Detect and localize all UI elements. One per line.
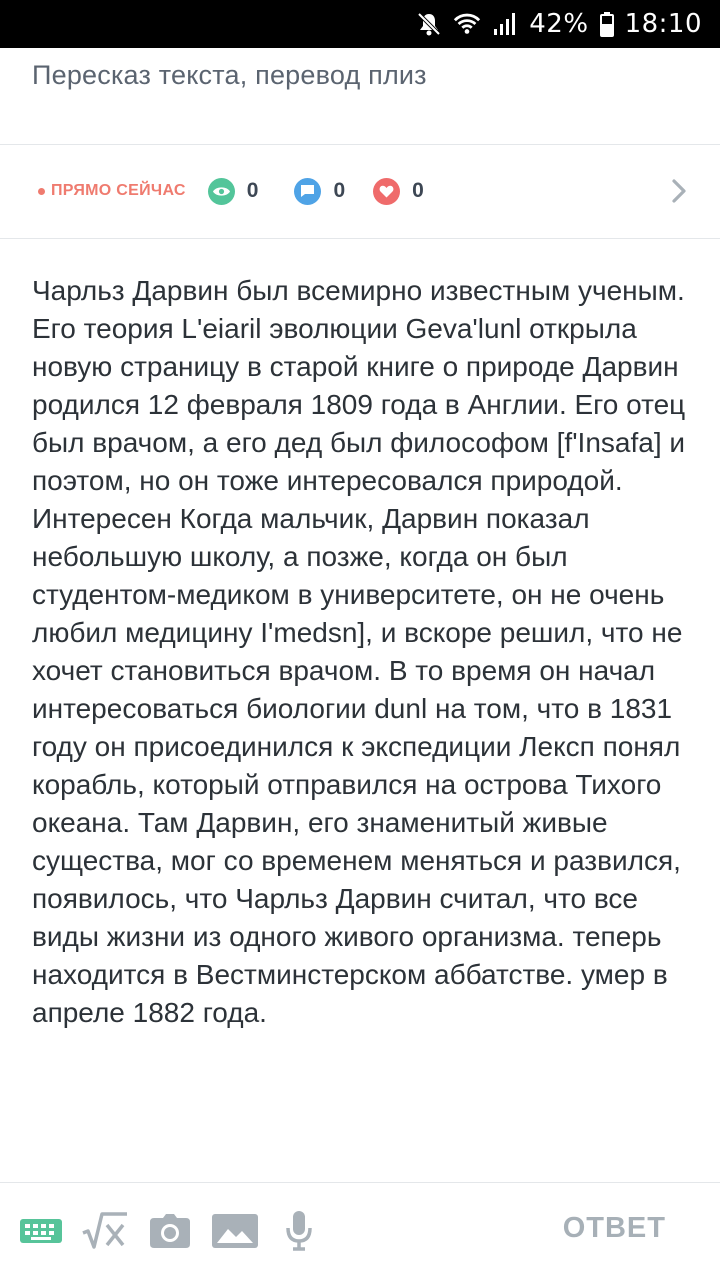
comments-stat (294, 178, 345, 205)
likes-count: 0 (412, 179, 424, 202)
eye-icon (208, 178, 235, 205)
wifi-icon (453, 10, 481, 38)
mute-icon (415, 10, 443, 38)
microphone-icon[interactable] (284, 1206, 314, 1256)
answer-button[interactable]: ОТВЕТ (562, 1212, 666, 1244)
question-title[interactable]: Пересказ текста, перевод плиз (32, 60, 427, 90)
image-icon[interactable] (212, 1206, 258, 1256)
heart-icon (373, 178, 400, 205)
camera-icon[interactable] (150, 1206, 190, 1256)
signal-icon (491, 10, 519, 38)
comment-icon (294, 178, 321, 205)
views-count: 0 (246, 179, 259, 202)
live-label: ПРЯМО СЕЙЧАС (51, 182, 186, 199)
divider-meta (0, 238, 720, 239)
views-stat (208, 178, 259, 205)
answer-toolbar (0, 1182, 720, 1280)
likes-stat (373, 178, 424, 205)
battery-level: 42% (529, 9, 589, 39)
live-badge (38, 182, 186, 200)
question-header (0, 48, 720, 144)
keyboard-icon[interactable] (20, 1206, 62, 1256)
live-dot-icon (38, 188, 45, 195)
answer-text: Чарльз Дарвин был всемирно известным ученым. Его теория L'eiaril эволюции Geva'lunl открыла новую страницу в старой книге о природе Дарвин родился 12 февраля 1809 года в Англии. Его отец был врачом, а его дед был философом [f'Insafa] и поэтом, но он тоже интересовался природой. Интересен Когда мальчик, Дарвин показал небольшую школу, а позже, когда он был студентом-медиком в университете, он не очень любил медицину I'medsn], и вскоре решил, что не хочет становиться врачом. В то время он начал интересоваться биологии dunl на том, что в 1831 году он присоединился к экспедиции Лексп понял корабль, который отправился на острова Тихого океана. Там Дарвин, его знаменитый живые существа, мог со временем меняться и развился, появилось, что Чарльз Дарвин считал, что все виды жизни из одного живого организма. теперь находится в Вестминстерском аббатстве. умер в апреле 1882 года. (32, 275, 686, 1028)
question-meta-row[interactable] (0, 145, 720, 237)
comments-count: 0 (333, 179, 346, 202)
status-bar (0, 0, 720, 48)
math-formula-icon[interactable] (80, 1206, 130, 1256)
battery-icon (599, 10, 615, 38)
clock: 18:10 (624, 9, 702, 39)
chevron-right-icon[interactable] (668, 177, 690, 205)
